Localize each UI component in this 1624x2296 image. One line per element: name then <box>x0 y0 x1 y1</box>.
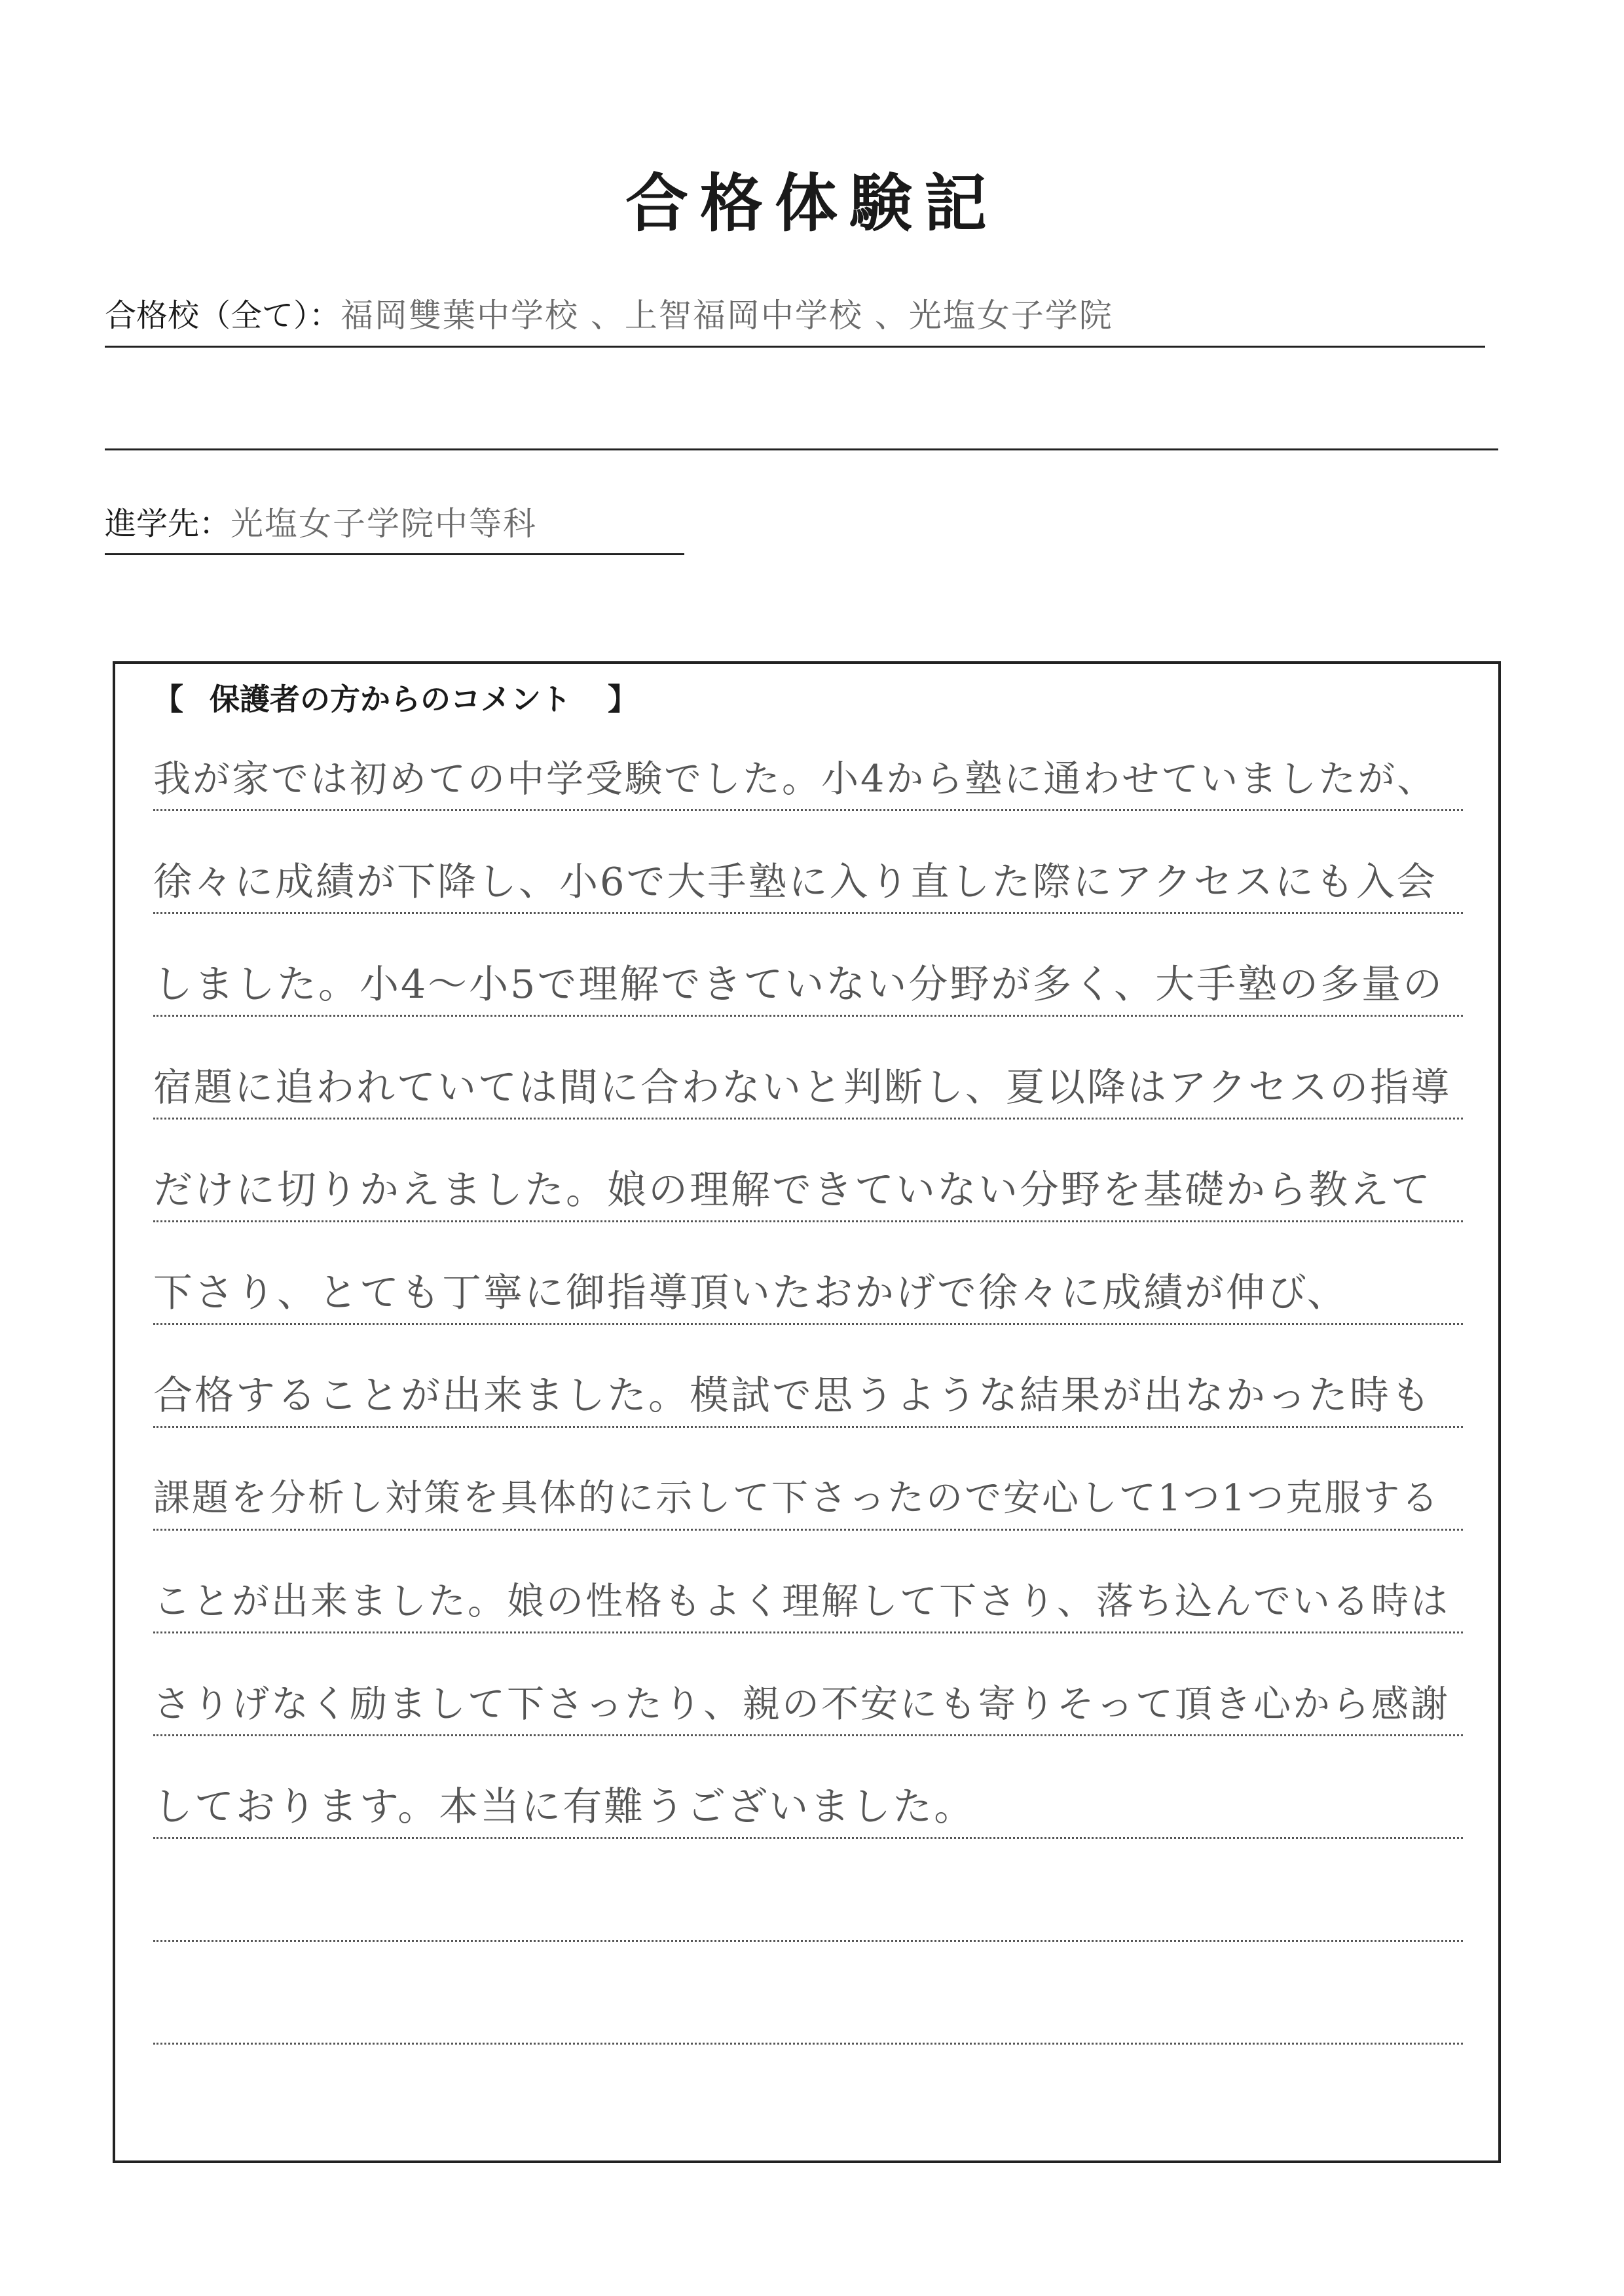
comment-line <box>153 1222 1463 1325</box>
heading-bracket-close: 】 <box>608 682 638 717</box>
comment-line <box>153 1839 1463 1942</box>
passed-schools-label: 合格校（全て）： <box>105 297 341 334</box>
comment-line-text: 合格することが出来ました。模試で思うような結果が出なかった時も <box>153 1373 1432 1419</box>
comment-line <box>153 1428 1463 1531</box>
comment-line <box>153 811 1463 914</box>
enrolled-school-label: 進学先： <box>105 505 231 542</box>
comment-line <box>153 1531 1463 1633</box>
comment-line-text: 我が家では初めての中学受験でした。小4から塾に通わせていましたが、 <box>153 757 1437 801</box>
passed-schools-underline <box>105 346 1485 348</box>
comment-line <box>153 1017 1463 1120</box>
enrolled-school-row <box>105 504 537 543</box>
enrolled-school-value: 光塩女子学院中等科 <box>231 505 538 543</box>
passed-schools-second-line <box>105 448 1498 450</box>
comment-line-text: 課題を分析し対策を具体的に示して下さったので安心して1つ1つ克服する <box>153 1477 1441 1520</box>
comment-line-text: さりげなく励まして下さったり、親の不安にも寄りそって頂き心から感謝 <box>153 1683 1450 1726</box>
enrolled-school-underline <box>105 553 684 555</box>
comment-line <box>153 1120 1463 1222</box>
heading-bracket-open: 【 <box>153 682 183 717</box>
comment-heading-text: 保護者の方からのコメント <box>210 682 571 717</box>
comment-line <box>153 708 1463 811</box>
comment-line-text: ことが出来ました。娘の性格もよく理解して下さり、落ち込んでいる時は <box>153 1580 1450 1623</box>
comment-line-text: しております。本当に有難うございました。 <box>153 1784 976 1830</box>
comment-line-text: しました。小4〜小5で理解できていない分野が多く、大手塾の多量の <box>153 962 1445 1008</box>
parent-comment-box <box>113 661 1501 2163</box>
comment-line-text: 宿題に追われていては間に合わないと判断し、夏以降はアクセスの指導 <box>153 1065 1452 1110</box>
comment-line-text: 下さり、とても丁寧に御指導頂いたおかげで徐々に成績が伸び、 <box>153 1270 1348 1316</box>
comment-line <box>153 1633 1463 1736</box>
comment-line-text: 徐々に成績が下降し、小6で大手塾に入り直した際にアクセスにも入会 <box>153 859 1437 904</box>
comment-line <box>153 1325 1463 1428</box>
page-title: 合格体験記 <box>625 167 999 240</box>
passed-schools-value: 福岡雙葉中学校 、上智福岡中学校 、光塩女子学院 <box>341 297 1113 335</box>
passed-schools-row <box>105 296 1113 335</box>
comment-line <box>153 914 1463 1017</box>
comment-line <box>153 1942 1463 2045</box>
comment-line <box>153 1736 1463 1839</box>
comment-line-text: だけに切りかえました。娘の理解できていない分野を基礎から教えて <box>153 1167 1432 1213</box>
